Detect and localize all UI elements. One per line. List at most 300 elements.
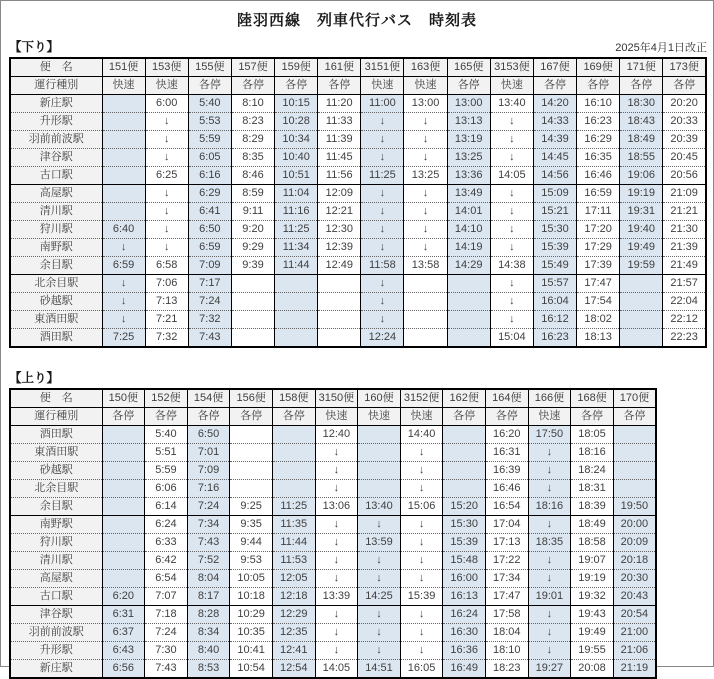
empty-time-cell xyxy=(102,462,145,480)
time-cell: 6:20 xyxy=(102,588,145,606)
time-cell: 16:10 xyxy=(577,95,620,113)
pass-arrow-cell: ↓ xyxy=(145,239,188,257)
station-row xyxy=(10,516,656,534)
time-cell: 12:05 xyxy=(272,570,315,588)
empty-time-cell xyxy=(620,275,663,293)
empty-time-cell xyxy=(443,426,486,444)
empty-time-cell xyxy=(613,426,656,444)
time-cell: 17:47 xyxy=(485,588,528,606)
station-row xyxy=(10,149,706,167)
time-cell: 7:13 xyxy=(145,293,188,311)
empty-time-cell xyxy=(272,444,315,462)
time-cell: 8:59 xyxy=(231,185,274,203)
time-cell: 8:40 xyxy=(187,642,230,660)
time-cell: 20:54 xyxy=(613,606,656,624)
station-row xyxy=(10,221,706,239)
empty-time-cell xyxy=(102,113,145,131)
empty-time-cell xyxy=(102,480,145,498)
station-name: 狩川駅 xyxy=(10,221,102,239)
time-cell: 15:06 xyxy=(400,498,443,516)
time-cell: 12:09 xyxy=(318,185,361,203)
time-cell: 12:18 xyxy=(272,588,315,606)
pass-arrow-cell: ↓ xyxy=(404,113,447,131)
service-header: 152便 xyxy=(145,389,188,408)
time-cell: 10:05 xyxy=(230,570,273,588)
time-cell: 15:39 xyxy=(533,239,576,257)
service-type: 各停 xyxy=(571,408,614,426)
time-cell: 13:00 xyxy=(404,95,447,113)
service-type: 快速 xyxy=(315,408,358,426)
station-row xyxy=(10,257,706,275)
time-cell: 11:00 xyxy=(361,95,404,113)
time-cell: 10:28 xyxy=(275,113,318,131)
time-cell: 18:55 xyxy=(620,149,663,167)
time-cell: 20:20 xyxy=(663,95,706,113)
service-header: 164便 xyxy=(485,389,528,408)
time-cell: 7:09 xyxy=(188,257,231,275)
service-header: 163便 xyxy=(404,58,447,77)
pass-arrow-cell: ↓ xyxy=(404,149,447,167)
pass-arrow-cell: ↓ xyxy=(400,462,443,480)
pass-arrow-cell: ↓ xyxy=(361,293,404,311)
station-name: 新庄駅 xyxy=(10,95,102,113)
time-cell: 17:20 xyxy=(577,221,620,239)
time-cell: 10:40 xyxy=(275,149,318,167)
service-header: 168便 xyxy=(571,389,614,408)
station-name: 東酒田駅 xyxy=(10,444,102,462)
empty-time-cell xyxy=(102,426,145,444)
time-cell: 18:58 xyxy=(571,534,614,552)
time-cell: 21:09 xyxy=(663,185,706,203)
time-cell: 20:08 xyxy=(571,660,614,679)
pass-arrow-cell: ↓ xyxy=(490,185,533,203)
time-cell: 14:01 xyxy=(447,203,490,221)
pass-arrow-cell: ↓ xyxy=(490,221,533,239)
pass-arrow-cell: ↓ xyxy=(528,606,571,624)
time-cell: 6:29 xyxy=(188,185,231,203)
service-header: 155便 xyxy=(188,58,231,77)
header-row xyxy=(10,389,656,408)
time-cell: 13:19 xyxy=(447,131,490,149)
pass-arrow-cell: ↓ xyxy=(361,149,404,167)
time-cell: 17:04 xyxy=(485,516,528,534)
time-cell: 11:25 xyxy=(361,167,404,185)
time-cell: 11:35 xyxy=(272,516,315,534)
pass-arrow-cell: ↓ xyxy=(361,311,404,329)
time-cell: 9:53 xyxy=(230,552,273,570)
time-cell: 13:36 xyxy=(447,167,490,185)
service-header: 157便 xyxy=(231,58,274,77)
time-cell: 20:33 xyxy=(663,113,706,131)
time-cell: 21:49 xyxy=(663,257,706,275)
empty-time-cell xyxy=(102,570,145,588)
pass-arrow-cell: ↓ xyxy=(528,462,571,480)
time-cell: 15:39 xyxy=(400,588,443,606)
revision-date: 2025年4月1日改正 xyxy=(615,42,707,54)
time-cell: 14:19 xyxy=(447,239,490,257)
service-name-header: 便 名 xyxy=(10,58,102,77)
time-cell: 6:42 xyxy=(145,552,188,570)
empty-time-cell xyxy=(272,426,315,444)
time-cell: 6:16 xyxy=(188,167,231,185)
service-type: 快速 xyxy=(528,408,571,426)
pass-arrow-cell: ↓ xyxy=(404,185,447,203)
time-cell: 17:34 xyxy=(485,570,528,588)
time-cell: 12:30 xyxy=(318,221,361,239)
service-header: 3150便 xyxy=(315,389,358,408)
service-header: 167便 xyxy=(533,58,576,77)
type-row xyxy=(10,77,706,95)
time-cell: 7:43 xyxy=(145,660,188,679)
time-cell: 19:49 xyxy=(620,239,663,257)
time-cell: 15:09 xyxy=(533,185,576,203)
empty-time-cell xyxy=(231,311,274,329)
pass-arrow-cell: ↓ xyxy=(361,203,404,221)
pass-arrow-cell: ↓ xyxy=(358,570,401,588)
time-cell: 17:13 xyxy=(485,534,528,552)
pass-arrow-cell: ↓ xyxy=(400,444,443,462)
station-row xyxy=(10,113,706,131)
time-cell: 5:59 xyxy=(188,131,231,149)
pass-arrow-cell: ↓ xyxy=(490,149,533,167)
station-name: 北余目駅 xyxy=(10,275,102,293)
time-cell: 11:33 xyxy=(318,113,361,131)
time-cell: 8:10 xyxy=(231,95,274,113)
time-cell: 6:40 xyxy=(102,221,145,239)
empty-time-cell xyxy=(443,462,486,480)
station-row xyxy=(10,293,706,311)
service-type: 各停 xyxy=(447,77,490,95)
time-cell: 15:48 xyxy=(443,552,486,570)
time-cell: 21:57 xyxy=(663,275,706,293)
pass-arrow-cell: ↓ xyxy=(490,239,533,257)
station-name: 東酒田駅 xyxy=(10,311,102,329)
station-row xyxy=(10,588,656,606)
empty-time-cell xyxy=(275,329,318,348)
time-cell: 18:02 xyxy=(577,311,620,329)
station-name: 砂越駅 xyxy=(10,462,102,480)
time-cell: 22:12 xyxy=(663,311,706,329)
empty-time-cell xyxy=(447,311,490,329)
pass-arrow-cell: ↓ xyxy=(490,275,533,293)
time-cell: 9:29 xyxy=(231,239,274,257)
service-type: 快速 xyxy=(490,77,533,95)
time-cell: 15:57 xyxy=(533,275,576,293)
station-row xyxy=(10,642,656,660)
time-cell: 16:59 xyxy=(577,185,620,203)
pass-arrow-cell: ↓ xyxy=(528,552,571,570)
time-cell: 12:24 xyxy=(361,329,404,348)
time-cell: 11:44 xyxy=(275,257,318,275)
time-cell: 14:33 xyxy=(533,113,576,131)
time-cell: 21:19 xyxy=(613,660,656,679)
service-header: 161便 xyxy=(318,58,361,77)
empty-time-cell xyxy=(613,444,656,462)
time-cell: 16:31 xyxy=(485,444,528,462)
pass-arrow-cell: ↓ xyxy=(361,221,404,239)
time-cell: 18:13 xyxy=(577,329,620,348)
empty-time-cell xyxy=(318,275,361,293)
empty-time-cell xyxy=(447,329,490,348)
pass-arrow-cell: ↓ xyxy=(528,642,571,660)
time-cell: 11:04 xyxy=(275,185,318,203)
time-cell: 18:16 xyxy=(528,498,571,516)
service-header: 165便 xyxy=(447,58,490,77)
service-type: 各停 xyxy=(145,408,188,426)
pass-arrow-cell: ↓ xyxy=(145,149,188,167)
service-header: 169便 xyxy=(577,58,620,77)
time-cell: 15:49 xyxy=(533,257,576,275)
time-cell: 14:39 xyxy=(533,131,576,149)
time-cell: 8:35 xyxy=(231,149,274,167)
time-cell: 16:54 xyxy=(485,498,528,516)
time-cell: 14:05 xyxy=(490,167,533,185)
pass-arrow-cell: ↓ xyxy=(528,516,571,534)
pass-arrow-cell: ↓ xyxy=(361,239,404,257)
station-row xyxy=(10,95,706,113)
up-caption-row xyxy=(9,368,657,386)
time-cell: 6:59 xyxy=(102,257,145,275)
empty-time-cell xyxy=(230,426,273,444)
station-name: 高屋駅 xyxy=(10,570,102,588)
station-row xyxy=(10,462,656,480)
station-row xyxy=(10,444,656,462)
pass-arrow-cell: ↓ xyxy=(361,275,404,293)
empty-time-cell xyxy=(318,329,361,348)
time-cell: 16:04 xyxy=(533,293,576,311)
station-row xyxy=(10,480,656,498)
timetable-down xyxy=(9,57,707,348)
time-cell: 16:49 xyxy=(443,660,486,679)
service-type: 各停 xyxy=(187,408,230,426)
time-cell: 7:24 xyxy=(187,498,230,516)
time-cell: 13:58 xyxy=(404,257,447,275)
time-cell: 16:12 xyxy=(533,311,576,329)
time-cell: 21:30 xyxy=(663,221,706,239)
time-cell: 22:23 xyxy=(663,329,706,348)
time-cell: 16:23 xyxy=(577,113,620,131)
service-type: 各停 xyxy=(230,408,273,426)
service-header: 173便 xyxy=(663,58,706,77)
service-type: 快速 xyxy=(361,77,404,95)
time-cell: 8:04 xyxy=(187,570,230,588)
time-cell: 18:49 xyxy=(571,516,614,534)
pass-arrow-cell: ↓ xyxy=(145,131,188,149)
station-row xyxy=(10,185,706,203)
time-cell: 14:56 xyxy=(533,167,576,185)
empty-time-cell xyxy=(231,275,274,293)
time-cell: 19:49 xyxy=(571,624,614,642)
empty-time-cell xyxy=(231,293,274,311)
time-cell: 14:25 xyxy=(358,588,401,606)
time-cell: 11:20 xyxy=(318,95,361,113)
pass-arrow-cell: ↓ xyxy=(315,462,358,480)
time-cell: 5:40 xyxy=(145,426,188,444)
service-header: 3151便 xyxy=(361,58,404,77)
time-cell: 7:43 xyxy=(187,534,230,552)
station-row xyxy=(10,426,656,444)
time-cell: 14:05 xyxy=(315,660,358,679)
time-cell: 11:39 xyxy=(318,131,361,149)
empty-time-cell xyxy=(102,534,145,552)
time-cell: 12:39 xyxy=(318,239,361,257)
pass-arrow-cell: ↓ xyxy=(145,185,188,203)
time-cell: 20:39 xyxy=(663,131,706,149)
empty-time-cell xyxy=(102,185,145,203)
pass-arrow-cell: ↓ xyxy=(490,131,533,149)
pass-arrow-cell: ↓ xyxy=(102,239,145,257)
time-cell: 16:36 xyxy=(443,642,486,660)
service-header: 3153便 xyxy=(490,58,533,77)
empty-time-cell xyxy=(620,293,663,311)
pass-arrow-cell: ↓ xyxy=(528,570,571,588)
service-type: 各停 xyxy=(620,77,663,95)
pass-arrow-cell: ↓ xyxy=(400,570,443,588)
empty-time-cell xyxy=(275,311,318,329)
time-cell: 18:43 xyxy=(620,113,663,131)
station-name: 新庄駅 xyxy=(10,660,102,679)
service-type: 各停 xyxy=(485,408,528,426)
time-cell: 6:54 xyxy=(145,570,188,588)
pass-arrow-cell: ↓ xyxy=(490,113,533,131)
service-type: 各停 xyxy=(318,77,361,95)
time-cell: 22:04 xyxy=(663,293,706,311)
time-cell: 18:39 xyxy=(571,498,614,516)
time-cell: 8:34 xyxy=(187,624,230,642)
time-cell: 12:21 xyxy=(318,203,361,221)
pass-arrow-cell: ↓ xyxy=(358,516,401,534)
time-cell: 5:59 xyxy=(145,462,188,480)
down-caption-row xyxy=(9,37,707,55)
time-cell: 12:54 xyxy=(272,660,315,679)
time-cell: 13:40 xyxy=(490,95,533,113)
service-type: 各停 xyxy=(188,77,231,95)
service-header: 154便 xyxy=(187,389,230,408)
time-cell: 18:35 xyxy=(528,534,571,552)
time-cell: 6:00 xyxy=(145,95,188,113)
station-name: 南野駅 xyxy=(10,239,102,257)
time-cell: 15:21 xyxy=(533,203,576,221)
header-row xyxy=(10,58,706,77)
pass-arrow-cell: ↓ xyxy=(361,113,404,131)
time-cell: 6:06 xyxy=(145,480,188,498)
time-cell: 14:51 xyxy=(358,660,401,679)
empty-time-cell xyxy=(443,480,486,498)
station-row xyxy=(10,552,656,570)
service-type: 快速 xyxy=(358,408,401,426)
time-cell: 19:59 xyxy=(620,257,663,275)
station-row xyxy=(10,570,656,588)
time-cell: 7:24 xyxy=(145,624,188,642)
time-cell: 7:32 xyxy=(188,311,231,329)
pass-arrow-cell: ↓ xyxy=(490,311,533,329)
time-cell: 14:20 xyxy=(533,95,576,113)
time-cell: 16:46 xyxy=(577,167,620,185)
time-cell: 6:14 xyxy=(145,498,188,516)
time-cell: 20:56 xyxy=(663,167,706,185)
time-cell: 13:25 xyxy=(447,149,490,167)
time-cell: 6:33 xyxy=(145,534,188,552)
pass-arrow-cell: ↓ xyxy=(315,642,358,660)
time-cell: 5:40 xyxy=(188,95,231,113)
empty-time-cell xyxy=(358,480,401,498)
pass-arrow-cell: ↓ xyxy=(528,480,571,498)
time-cell: 10:41 xyxy=(230,642,273,660)
empty-time-cell xyxy=(102,203,145,221)
pass-arrow-cell: ↓ xyxy=(145,113,188,131)
time-cell: 8:46 xyxy=(231,167,274,185)
timetable-up xyxy=(9,388,657,679)
station-name: 古口駅 xyxy=(10,167,102,185)
time-cell: 17:39 xyxy=(577,257,620,275)
time-cell: 11:25 xyxy=(275,221,318,239)
time-cell: 11:44 xyxy=(272,534,315,552)
station-row xyxy=(10,131,706,149)
time-cell: 7:06 xyxy=(145,275,188,293)
pass-arrow-cell: ↓ xyxy=(400,552,443,570)
empty-time-cell xyxy=(272,462,315,480)
station-name: 津谷駅 xyxy=(10,606,102,624)
time-cell: 14:38 xyxy=(490,257,533,275)
time-cell: 6:24 xyxy=(145,516,188,534)
time-cell: 18:24 xyxy=(571,462,614,480)
type-row xyxy=(10,408,656,426)
time-cell: 19:01 xyxy=(528,588,571,606)
page-title: 陸羽西線 列車代行バス 時刻表 xyxy=(236,12,477,29)
time-cell: 9:11 xyxy=(231,203,274,221)
time-cell: 7:30 xyxy=(145,642,188,660)
time-cell: 15:30 xyxy=(443,516,486,534)
empty-time-cell xyxy=(620,329,663,348)
time-cell: 18:10 xyxy=(485,642,528,660)
empty-time-cell xyxy=(231,329,274,348)
pass-arrow-cell: ↓ xyxy=(358,606,401,624)
time-cell: 5:51 xyxy=(145,444,188,462)
station-name: 升形駅 xyxy=(10,642,102,660)
pass-arrow-cell: ↓ xyxy=(400,642,443,660)
service-type: 各停 xyxy=(443,408,486,426)
pass-arrow-cell: ↓ xyxy=(528,624,571,642)
time-cell: 11:58 xyxy=(361,257,404,275)
time-cell: 13:40 xyxy=(358,498,401,516)
station-name: 羽前前波駅 xyxy=(10,624,102,642)
station-row xyxy=(10,498,656,516)
time-cell: 18:49 xyxy=(620,131,663,149)
pass-arrow-cell: ↓ xyxy=(361,185,404,203)
pass-arrow-cell: ↓ xyxy=(404,239,447,257)
empty-time-cell xyxy=(102,95,145,113)
time-cell: 7:17 xyxy=(188,275,231,293)
time-cell: 12:29 xyxy=(272,606,315,624)
service-name-header: 便 名 xyxy=(10,389,102,408)
time-cell: 20:43 xyxy=(613,588,656,606)
time-cell: 16:13 xyxy=(443,588,486,606)
time-cell: 17:50 xyxy=(528,426,571,444)
station-name: 余目駅 xyxy=(10,498,102,516)
time-cell: 6:59 xyxy=(188,239,231,257)
time-cell: 16:30 xyxy=(443,624,486,642)
pass-arrow-cell: ↓ xyxy=(358,552,401,570)
pass-arrow-cell: ↓ xyxy=(315,606,358,624)
time-cell: 10:18 xyxy=(230,588,273,606)
service-type: 快速 xyxy=(400,408,443,426)
pass-arrow-cell: ↓ xyxy=(102,293,145,311)
time-cell: 19:27 xyxy=(528,660,571,679)
service-type: 各停 xyxy=(663,77,706,95)
pass-arrow-cell: ↓ xyxy=(102,311,145,329)
time-cell: 18:04 xyxy=(485,624,528,642)
time-cell: 21:21 xyxy=(663,203,706,221)
